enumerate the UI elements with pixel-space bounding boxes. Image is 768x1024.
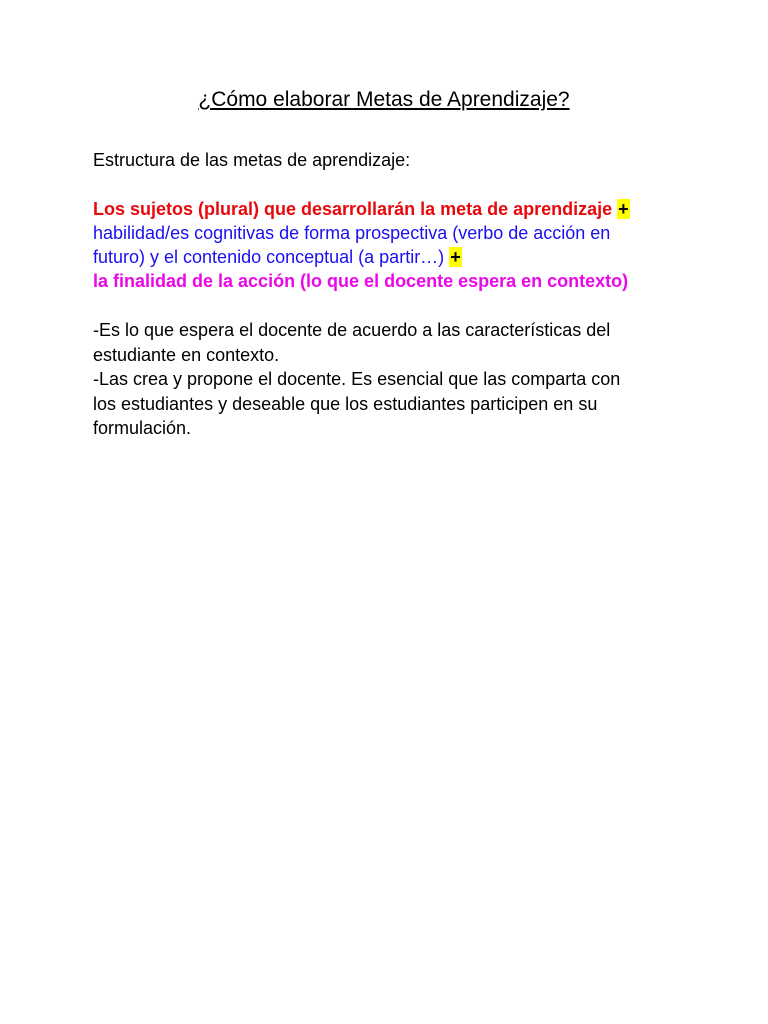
note-line: formulación. [93, 418, 192, 438]
note-line: estudiante en contexto. [93, 344, 280, 365]
note-line: los estudiantes y deseable que los estudiantes participen en su [93, 393, 598, 414]
skills-component-line-1: habilidad/es cognitivas de forma prospectiva (verbo de acción en [93, 223, 611, 243]
plus-sign: + [450, 247, 461, 267]
page-title: ¿Cómo elaborar Metas de Aprendizaje? [198, 88, 570, 111]
skills-component-line-2: futuro) y el contenido conceptual (a partir…) [93, 247, 445, 267]
note-line: -Las crea y propone el docente. Es esencial que las comparta con [93, 369, 621, 389]
structure-intro: Estructura de las metas de aprendizaje: [93, 150, 411, 170]
plus-sign: + [618, 199, 629, 219]
formula-line-skills-2 [93, 245, 630, 269]
goal-structure-formula [93, 197, 630, 293]
notes-paragraph [93, 318, 693, 441]
subjects-component: Los sujetos (plural) que desarrollarán la meta de aprendizaje [93, 199, 613, 219]
note-line: -Es lo que espera el docente de acuerdo a las características del [93, 320, 611, 340]
purpose-component: la finalidad de la acción (lo que el docente espera en contexto) [93, 271, 629, 291]
formula-line-subjects [93, 197, 630, 221]
